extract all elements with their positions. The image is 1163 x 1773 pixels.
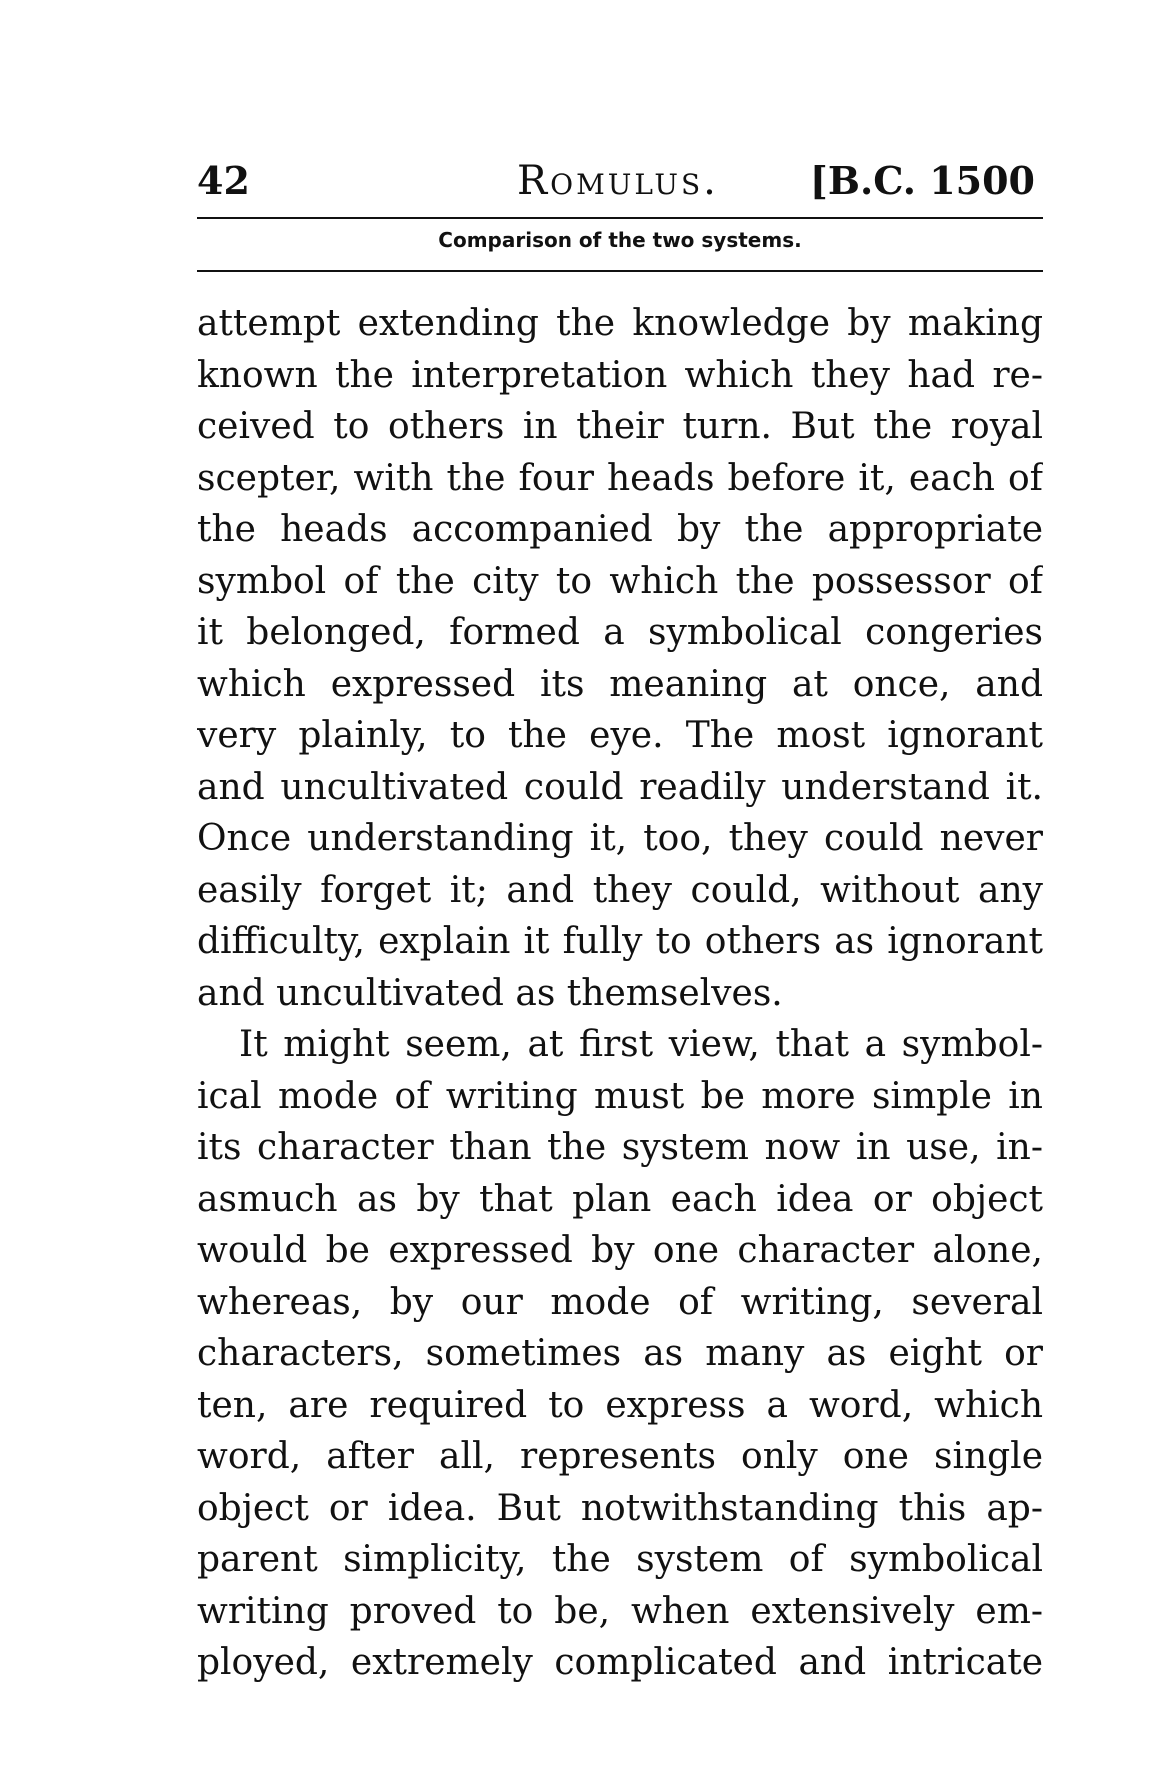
text-line: the heads accompanied by the appropriate: [197, 509, 1043, 550]
header-rule-top: [197, 217, 1043, 219]
text-line: known the interpretation which they had re-: [197, 354, 1043, 396]
text-line: very plainly, to the eye. The most ignorant: [197, 715, 1043, 756]
text-line: It might seem, at first view, that a symbol-: [239, 1024, 1043, 1065]
text-line: ceived to others in their turn. But the royal: [197, 406, 1043, 447]
text-line: asmuch as by that plan each idea or object: [197, 1178, 1043, 1220]
text-line: whereas, by our mode of writing, several: [197, 1281, 1043, 1323]
text-line: symbol of the city to which the possessor of: [197, 560, 1043, 602]
text-line: difficulty, explain it fully to others as ignorant: [197, 921, 1043, 962]
text-line: and uncultivated as themselves.: [197, 972, 783, 1014]
text-line: parent simplicity, the system of symbolical: [197, 1539, 1043, 1580]
running-title: Romulus.: [517, 158, 719, 204]
section-subheader: Comparison of the two systems.: [438, 228, 802, 252]
text-line: attempt extending the knowledge by making: [197, 303, 1043, 344]
text-line: which expressed its meaning at once, and: [197, 663, 1043, 705]
body-text: [197, 298, 1043, 1689]
paragraph-2: [197, 1019, 1043, 1689]
text-line: ical mode of writing must be more simple in: [197, 1075, 1043, 1117]
text-line: object or idea. But notwithstanding this ap-: [197, 1487, 1043, 1529]
text-line: would be expressed by one character alone,: [197, 1230, 1043, 1271]
text-line: it belonged, formed a symbolical congeries: [197, 612, 1043, 653]
page-header: [197, 150, 1043, 210]
text-line: Once understanding it, too, they could never: [197, 818, 1043, 859]
text-line: writing proved to be, when extensively em-: [197, 1590, 1043, 1632]
page-number: 42: [197, 158, 250, 203]
paragraph-1: [197, 298, 1043, 1019]
header-rule-bottom: [197, 270, 1043, 272]
text-line: its character than the system now in use, in-: [197, 1127, 1043, 1168]
text-line: easily forget it; and they could, without any: [197, 869, 1043, 911]
text-line: ployed, extremely complicated and intricate: [197, 1642, 1043, 1683]
text-line: and uncultivated could readily understand it.: [197, 766, 1043, 808]
date-note: [B.C. 1500: [809, 158, 1035, 203]
text-line: ten, are required to express a word, which: [197, 1384, 1043, 1426]
text-line: characters, sometimes as many as eight or: [197, 1333, 1043, 1374]
text-line: word, after all, represents only one single: [197, 1436, 1043, 1477]
text-line: scepter, with the four heads before it, each of: [197, 457, 1043, 499]
